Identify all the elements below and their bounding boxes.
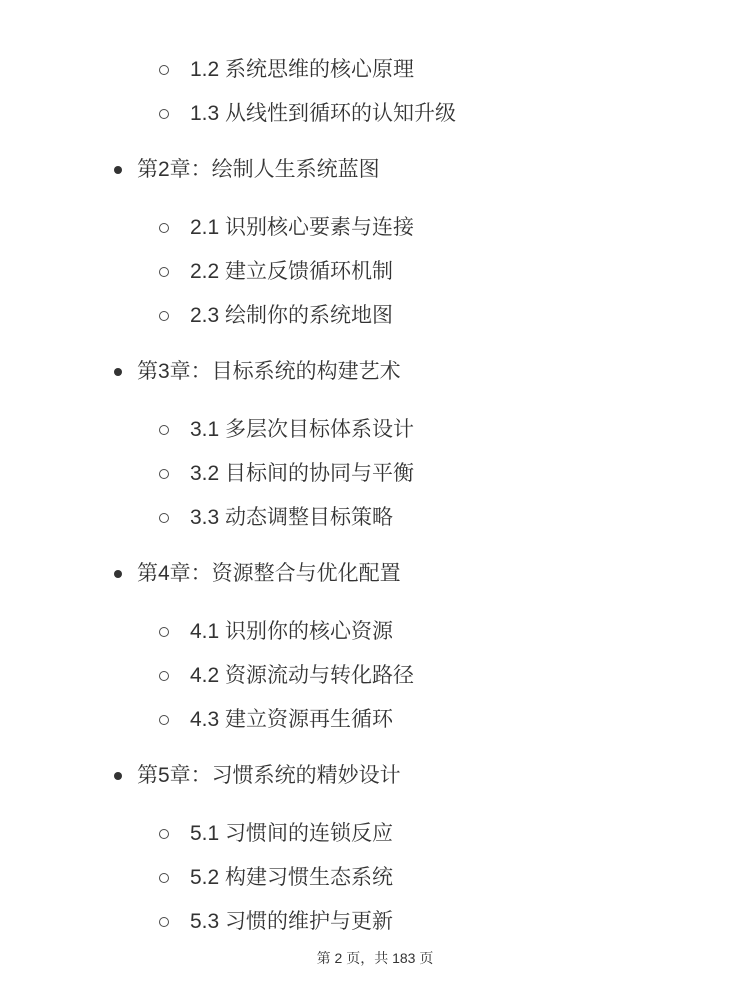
- toc-section-label: 5.1 习惯间的连锁反应: [190, 822, 394, 845]
- toc-section-label: 2.2 建立反馈循环机制: [190, 260, 394, 283]
- page-indicator: 第 2 页，共 183 页: [316, 950, 434, 966]
- toc-chapter-item: [0, 356, 750, 388]
- circle-bullet-icon: [159, 311, 169, 321]
- toc-section-item: [0, 300, 750, 332]
- toc-section-item: [0, 502, 750, 534]
- toc-chapter-item: [0, 760, 750, 792]
- toc-section-item: [0, 414, 750, 446]
- circle-bullet-icon: [159, 873, 169, 883]
- toc-section-label: 4.1 识别你的核心资源: [190, 620, 394, 643]
- toc-section-item: [0, 212, 750, 244]
- circle-bullet-icon: [159, 267, 169, 277]
- toc-section-label: 1.2 系统思维的核心原理: [190, 58, 415, 81]
- toc-chapter-item: [0, 154, 750, 186]
- toc-section-item: [0, 256, 750, 288]
- toc-section-label: 1.3 从线性到循环的认知升级: [190, 102, 457, 125]
- disc-bullet-icon: [114, 368, 122, 376]
- disc-bullet-icon: [114, 166, 122, 174]
- toc-section-label: 4.2 资源流动与转化路径: [190, 664, 415, 687]
- toc-section-item: [0, 98, 750, 130]
- circle-bullet-icon: [159, 715, 169, 725]
- toc-section-label: 3.3 动态调整目标策略: [190, 506, 394, 529]
- toc-section-label: 2.1 识别核心要素与连接: [190, 216, 415, 239]
- toc-section-label: 4.3 建立资源再生循环: [190, 708, 394, 731]
- page-footer: [0, 948, 750, 968]
- toc-section-item: [0, 660, 750, 692]
- toc-chapter-label: 第5章：习惯系统的精妙设计: [137, 764, 401, 787]
- toc-section-item: [0, 704, 750, 736]
- toc-chapter-item: [0, 558, 750, 590]
- disc-bullet-icon: [114, 772, 122, 780]
- toc-section-label: 3.2 目标间的协同与平衡: [190, 462, 415, 485]
- toc-section-item: [0, 862, 750, 894]
- toc-section-item: [0, 906, 750, 938]
- toc-section-item: [0, 54, 750, 86]
- circle-bullet-icon: [159, 829, 169, 839]
- circle-bullet-icon: [159, 513, 169, 523]
- toc-chapter-label: 第3章：目标系统的构建艺术: [137, 360, 401, 383]
- circle-bullet-icon: [159, 65, 169, 75]
- toc-section-item: [0, 818, 750, 850]
- circle-bullet-icon: [159, 627, 169, 637]
- circle-bullet-icon: [159, 425, 169, 435]
- toc-section-item: [0, 616, 750, 648]
- circle-bullet-icon: [159, 917, 169, 927]
- toc-section-item: [0, 458, 750, 490]
- toc-section-label: 3.1 多层次目标体系设计: [190, 418, 415, 441]
- circle-bullet-icon: [159, 671, 169, 681]
- toc-section-label: 2.3 绘制你的系统地图: [190, 304, 394, 327]
- circle-bullet-icon: [159, 469, 169, 479]
- toc-section-label: 5.2 构建习惯生态系统: [190, 866, 394, 889]
- circle-bullet-icon: [159, 109, 169, 119]
- disc-bullet-icon: [114, 570, 122, 578]
- toc-chapter-label: 第4章：资源整合与优化配置: [137, 562, 401, 585]
- toc-chapter-label: 第2章：绘制人生系统蓝图: [137, 158, 380, 181]
- toc-section-label: 5.3 习惯的维护与更新: [190, 910, 394, 933]
- circle-bullet-icon: [159, 223, 169, 233]
